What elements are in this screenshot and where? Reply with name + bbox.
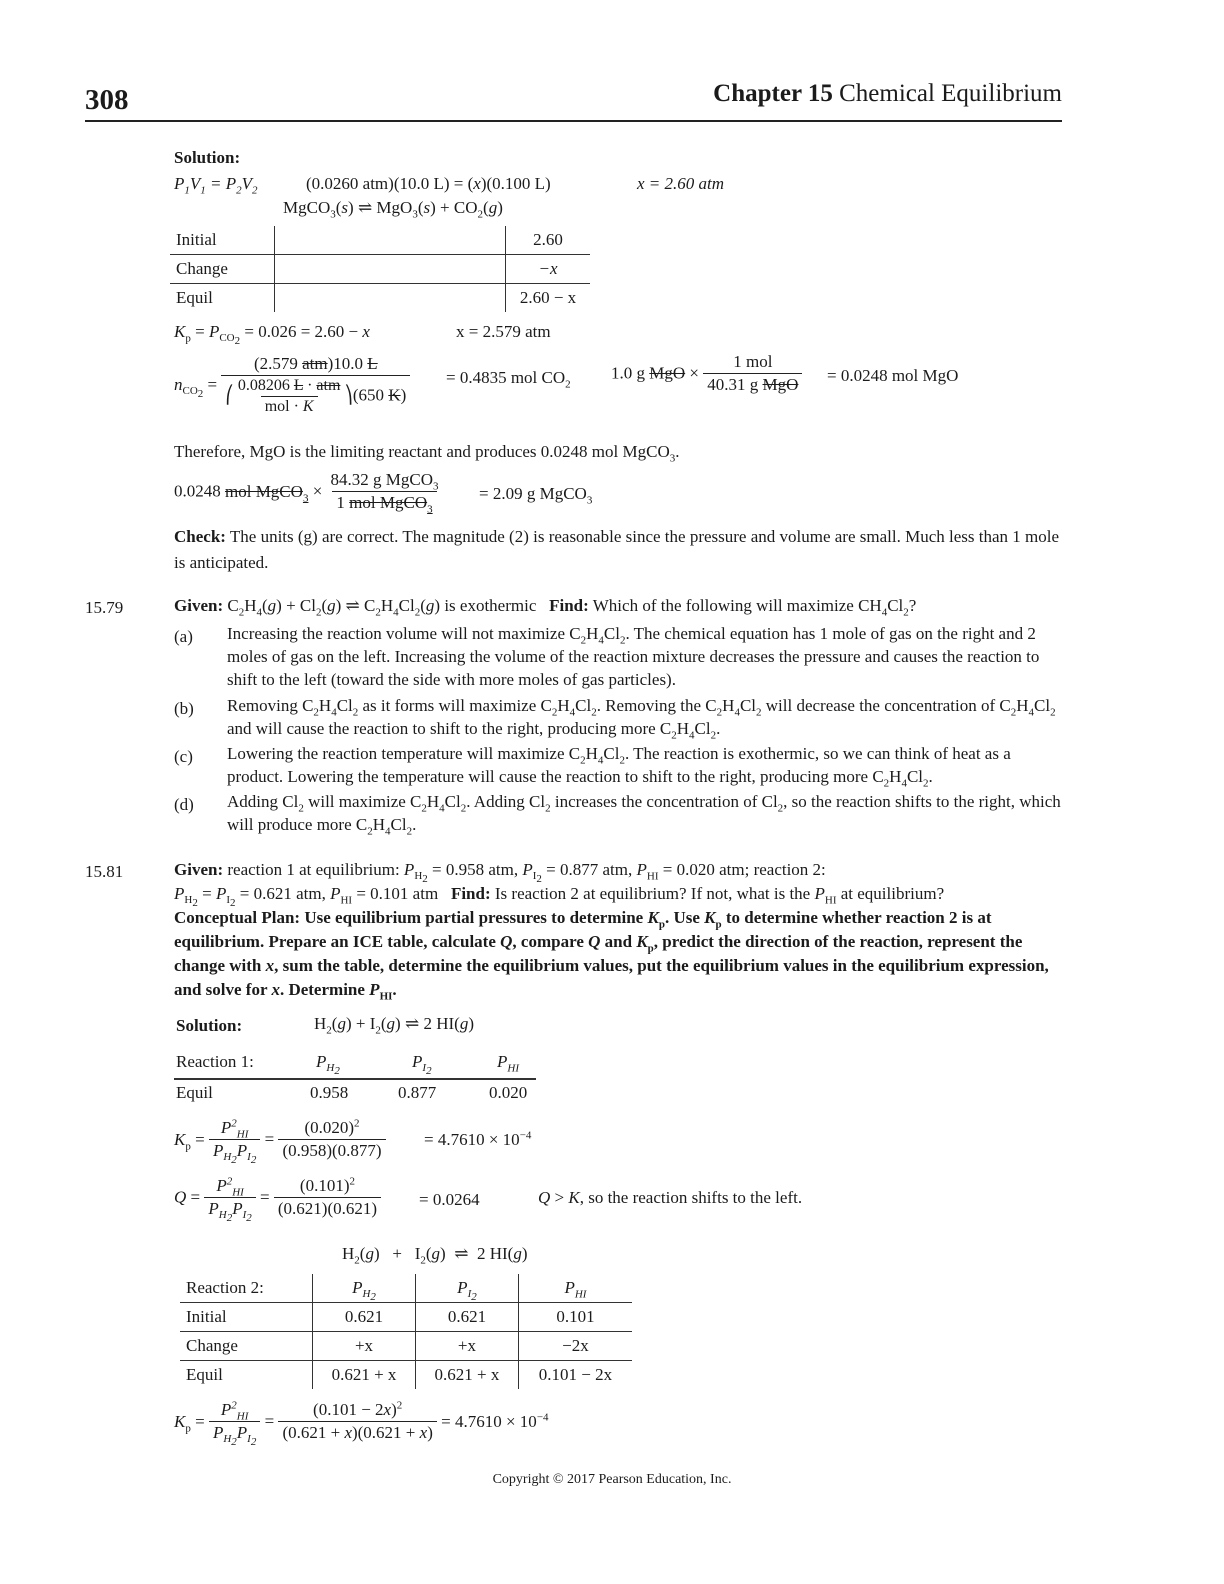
row-label: Equil [186,1365,223,1384]
n-result: = 0.4835 mol $CO_2$ [446,368,571,391]
table-cell: −2x [518,1332,632,1361]
q-comparison: Q > K, so the reaction shifts to the left. [538,1188,803,1207]
given-paragraph-15-81: Given: reaction 1 at equilibrium: $P_{H_2} = 0.958$ atm, $P_{I_2} = 0.877$ atm, $P_{HI} = 0.020$ atm; reaction 2: $P_{H_2} = P_{I_2} = 0.621$ atm, $P_{HI} = 0.101$ atm Find: Is reaction 2 at equilibrium? If not, what is the $P_{HI}$ at equilibrium? Conceptual Plan: Use equilibrium partial pressures to determine $K_p$. Use $K_p$ to determine whether reaction 2 is at equilibrium. Prepare an ICE table, calculate Q, compare Q and $K_p$, predict the direction of the reaction, represent the change with x, sum the table, determine the equilibrium values, put the equilibrium values in the equilibrium expression, and solve for x. Determine $P_{HI}$. [174,860,1049,1003]
table-cell: 0.621 + x [313,1361,416,1390]
mgo-result: = 0.0248 mol MgO [827,366,959,385]
table-cell: 2.60 [533,230,563,249]
page-number: 308 [85,84,129,116]
reaction2-equation: $H_2(g) + I_2(g)$ ⇌ 2 HI(g) [342,1244,528,1267]
q-result: = 0.0264 [419,1190,480,1209]
boyle-calculation: (0.0260 atm)(10.0 L) = (x)(0.100 L) [306,174,551,193]
table-cell: −x [538,259,558,278]
row-label: Equil [176,288,213,307]
solution-label: Solution: [174,148,241,167]
answer-a: Increasing the reaction volume will not maximize $C_2H_4Cl_2$. The chemical equation has 1 mole of gas on the right and 2 moles of gas on the left. Increasing the volume of the reaction mixture decreases the pressure and causes the reaction to shift to the left (toward the side with more moles of gas particles). [227,624,1040,689]
mgo-conversion: 1.0 g MgO × $\frac{\text{1 mol}}{\text{40.31 g MgO}}$ [611,352,802,395]
hi-reaction: $H_2(g) + I_2(g)$ ⇌ 2 HI(g) [314,1014,474,1037]
reaction1-header-pi2: $P_{I_2}$ [412,1052,432,1078]
table-row [170,284,590,313]
row-label: Reaction 2: [186,1278,264,1297]
given-line-15-79: Given: $C_2H_4(g) + Cl_2(g)$ ⇌ $C_2H_4Cl_2(g)$ is exothermic Find: Which of the following will maximize $CH_4Cl_2$? [174,596,917,619]
reaction1-rule [174,1078,536,1080]
table-row [170,226,590,255]
n-co2-equation: $n_{CO_2}$ = (2.579 atm)10.0 L ⎛ $\frac{\text{0.08206 L · atm}}{\text{mol · K}}$ ⎞(650 K) [174,354,410,416]
column-header-ph2: $P_{H_2}$ [313,1274,416,1303]
kp-equation-1: $K_p = P_{CO_2} = 0.026 = 2.60 - x$ [174,322,370,348]
table-cell [275,284,506,313]
table-cell: +x [313,1332,416,1361]
x-result: x = 2.60 atm [637,174,725,193]
table-row [180,1332,632,1361]
table-cell: 0.101 − 2x [518,1361,632,1390]
reaction1-equil-h2: 0.958 [310,1083,349,1102]
row-label: Initial [176,230,217,249]
reaction1-header-ph2: $P_{H_2}$ [316,1052,340,1078]
problem-number-15-81: 15.81 [85,862,124,881]
table-cell [275,255,506,284]
kp-final-expression: $K_p$ = $\frac{P^2_{HI}}{P_{H_2}P_{I_2}}$ = $\frac{(0.101 - 2x)^2}{(0.621 + x)(0.621 + x)}$ = $4.7610 \times 10^{-4}$ [174,1399,549,1449]
kp-result: = $4.7610 \times 10^{-4}$ [424,1129,532,1149]
mgco3-reaction: MgCO$_3$(s) ⇌ $MgO_3(s) + CO_2(g)$ [283,198,503,221]
mass-result: = 2.09 g MgCO$_3$ [479,484,593,507]
table-row [180,1274,632,1303]
check-paragraph: Check: The units (g) are correct. The magnitude (2) is reasonable since the pressure and volume are small. Much less than 1 mole is anticipated. [174,527,1060,572]
ice-table-mgco3 [170,226,590,312]
table-row [180,1361,632,1390]
q-expression: Q = $\frac{P^2_{HI}}{P_{H_2}P_{I_2}}$ = $\frac{(0.101)^2}{(0.621)(0.621)}$ [174,1176,381,1219]
x2-result: x = 2.579 atm [456,322,551,341]
item-letter: (d) [174,795,194,814]
table-row [180,1303,632,1332]
item-letter: (b) [174,699,194,718]
table-row [170,255,590,284]
reaction1-equil-hi: 0.020 [489,1083,528,1102]
header-rule [85,120,1062,122]
reaction1-header-phi: $P_{HI}$ [497,1052,519,1075]
problem-number-15-79: 15.79 [85,598,124,617]
reaction1-label: Reaction 1: [176,1052,254,1071]
solution-label-15-81: Solution: [176,1016,243,1035]
row-label: Change [186,1336,238,1355]
mass-conversion: 0.0248 mol MgCO$_3$ × $\frac{84.32 g MgCO_3}{1 mol MgCO_3}$ [174,470,439,516]
column-header-phi: $P_{HI}$ [518,1274,632,1303]
kp-expression: $K_p$ = $\frac{P^2_{HI}}{P_{H_2}P_{I_2}}$ = $\frac{(0.020)^2}{(0.958)(0.877)}$ [174,1118,386,1161]
chapter-title: Chapter 15 Chemical Equilibrium [713,80,1062,107]
copyright: Copyright © 2017 Pearson Education, Inc. [492,1472,732,1487]
answer-c: Lowering the reaction temperature will maximize $C_2H_4Cl_2$. The reaction is exothermic, so we can think of heat as a product. Lowering the temperature will cause the reaction to shift to the right, producing more $C_2H_4Cl_2$. [227,744,1011,790]
answer-d: Adding $Cl_2$ will maximize $C_2H_4Cl_2$. Adding $Cl_2$ increases the concentration of $Cl_2$, so the reaction shifts to the right, which will produce more $C_2H_4Cl_2$. [227,792,1061,838]
table-cell: 0.621 [313,1303,416,1332]
ice-table-reaction2 [180,1274,632,1389]
therefore-line: Therefore, MgO is the limiting reactant and produces 0.0248 mol MgCO$_3$. [174,442,680,465]
table-cell: +x [415,1332,518,1361]
boyle-equation: $P_1V_1 = P_2V_2$ [174,174,258,197]
row-label: Change [176,259,228,278]
reaction1-equil-i2: 0.877 [398,1083,437,1102]
table-cell: 2.60 − x [519,288,577,307]
answer-b: Removing $C_2H_4Cl_2$ as it forms will maximize $C_2H_4Cl_2$. Removing the $C_2H_4Cl_2$ will decrease the concentration of $C_2H_4Cl_2$ and will cause the reaction to shift to the right, producing more $C_2H_4Cl_2$. [227,696,1056,742]
item-letter: (c) [174,747,193,766]
column-header-pi2: $P_{I_2}$ [415,1274,518,1303]
reaction1-equil-label: Equil [176,1083,213,1102]
table-cell: 0.621 + x [415,1361,518,1390]
table-cell: 0.621 [415,1303,518,1332]
table-cell [275,226,506,255]
row-label: Initial [186,1307,227,1326]
table-cell: 0.101 [518,1303,632,1332]
item-letter: (a) [174,627,193,646]
